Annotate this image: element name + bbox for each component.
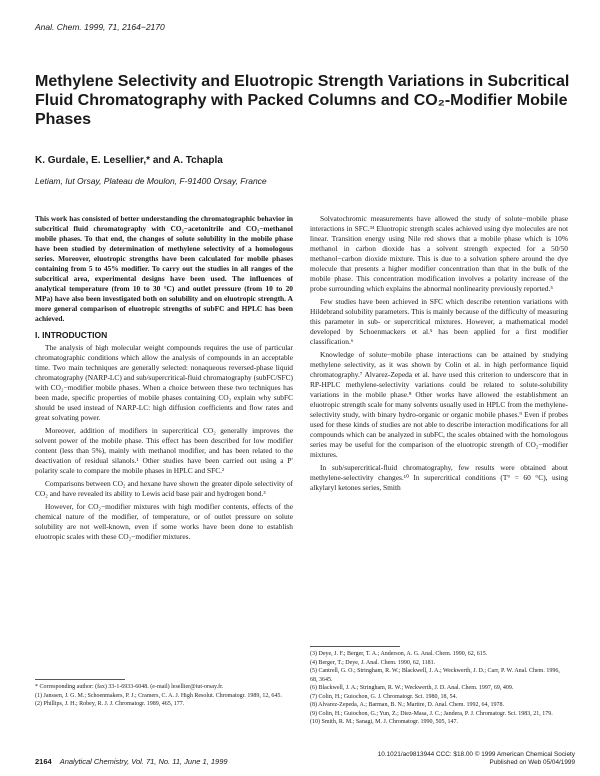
- paragraph: Solvatochromic measurements have allowed the study of solute−mobile phase interactions in SFC.³⁴ Eluotropic strength scales achieved using dye molecules are not linear. Transition energy using Nile red shows that a mobile phase which is 10% methanol in carbon dioxide has a solvent strength expected for a 50/50 methanol−carbon dioxide mixture. This is due to a solvation sphere around the dye molecule that presents a higher modifier concentration than that in the bulk of the mobile phase. This concentration modification involves a polarity increase of the probe surrounding which explains the abnormal nonlinearity previously reported.⁵: [310, 214, 568, 293]
- footnote: (6) Blackwell, J. A.; Stringham, R. W.; Weckwerth, J. D. Anal. Chem. 1997, 69, 409.: [310, 685, 514, 691]
- journal-citation: Analytical Chemistry, Vol. 71, No. 11, June 1, 1999: [59, 757, 228, 766]
- page-footer: [35, 757, 228, 766]
- footnote: (1) Janssen, J. G. M.; Schoenmakers, P. J.; Cramers, C. A. J. High Resolut. Chromatogr. 1989, 12, 645.: [35, 692, 282, 699]
- footnote: (9) Colin, H.; Guiochon, G.; Yun, Z.; Diez-Masa, J. C.; Jandera, P. J. Chromatogr. Sci. 1983, 21, 179.: [310, 710, 553, 717]
- paragraph: The analysis of high molecular weight compounds requires the use of particular chromatographic conditions which allow the analysis of compounds in an acceptable time. Two main techniques are generally selected: nonaqueous reversed-phase liquid chromatography (NARP-LC) and sub/supercritical-fluid chromatography (subFC/SFC) with CO₂−modifier mobile phases. When a choice between these two techniques has been made, specific properties of mobile phases containing CO₂ explain why subFC should be used instead of NARP-LC: high diffusion coefficients and flow rates and great solvating power.: [35, 343, 294, 422]
- abstract: This work has consisted of better understanding the chromatographic behavior in subcritical fluid chromatography with CO₂−acetonitrile and CO₂−methanol mobile phases. To that end, the changes of solute solubility in the mobile phase have been studied by determination of methylene selectivity of a homologous series. Moreover, eluotropic strengths have been calculated for mobile phases containing from 5 to 45% modifier. To carry out the studies in all ranges of the subcritical area, experimental designs have been used. The influences of analytical temperature (from 10 to 30 °C) and outlet pressure (from 10 to 20 MPa) have also been investigated both on solubility and on eluotropic strength. A more general comparison of eluotropic strengths of subFC and HPLC has been achieved.: [35, 214, 293, 323]
- footnote: (3) Deye, J. F.; Berger, T. A.; Anderson, A. G. Anal. Chem. 1990, 62, 615.: [310, 651, 488, 657]
- footnote: (2) Phillips, J. H.; Robey, R. J. J. Chromatogr. 1989, 465, 177.: [35, 701, 185, 707]
- paragraph: However, for CO₂−modifier mixtures with high modifier contents, effects of the chemical nature of the modifier, of temperature, or of outlet pressure on solute solubility are not well-known, even if some works have been done to establish eluotropic scales with these CO₂−modifier mixtures.: [35, 502, 293, 541]
- paragraph: Few studies have been achieved in SFC which describe retention variations with Hildebrand solubility parameters. This is mainly because of the difficulty of measuring this parameter in sub- or supercritical mixtures. However, a mathematical model developed by Schoenmackers et al.⁵ has been applied for a first modifier classification.⁶: [310, 297, 568, 346]
- paragraph: Knowledge of solute−mobile phase interactions can be attained by studying methylene selectivity, as it was shown by Colin et al. in high performance liquid chromatography.⁷ Alvarez-Zepeda et al. have used this criterion to underscore that in RP-HPLC methylene-selectivity variations could be related to solute-solubility variations in the mobile phase.⁸ Other works have allowed the establishment an eluotropic strength scale for many solvents usually used in HPLC from the methylene-selectivity study, with binary hydro-organic or organic mobile phases.⁹ Even if probes used for these kinds of studies are not able to describe interaction modifications for all compounds which can be analyzed in subFC, the scales obtained with the homologous series may be useful for the comparison of the eluotropic strength of CO₂−modifier mixtures.: [310, 350, 568, 459]
- footnote: (7) Colin, H.; Guiochon, G. J. Chromatogr. Sci. 1980, 18, 54.: [310, 693, 457, 700]
- author-list: K. Gurdale, E. Lesellier,* and A. Tchapla: [35, 155, 223, 166]
- footnotes-right: [310, 650, 568, 727]
- article-title: Methylene Selectivity and Eluotropic Strength Variations in Subcritical Fluid Chromatography with Packed Columns and CO₂-Modifier Mobile Phases: [35, 73, 570, 128]
- paragraph: Moreover, addition of modifiers in supercritical CO₂ generally improves the solvent power of the mobile phase. This effect has been described for low modifier content (less than 5%), mainly with methanol modifier, and has been related to the deactivation of residual silanols.¹ Other studies have been carried out using a P′ polarity scale to compare the mobile phases in HPLC and SFC.²: [35, 426, 293, 475]
- journal-reference: Anal. Chem. 1999, 71, 2164−2170: [35, 22, 165, 32]
- affiliation: Letiam, Iut Orsay, Plateau de Moulon, F-91400 Orsay, France: [35, 176, 267, 186]
- footnote: (5) Cantrell, G. O.; Stringham, R. W.; Blackwell, J. A.; Weckwerth, J. D.; Carr, P. W. Anal. Chem. 1996, 68, 3645.: [310, 668, 560, 683]
- paragraph: Comparisons between CO₂ and hexane have shown the greater dipole selectivity of CO₂ and have revealed its ability to Lewis acid base pair and hydrogen bond.³: [35, 479, 293, 498]
- footer-copyright: [340, 751, 575, 767]
- right-column: [310, 214, 568, 496]
- footnote: (10) Smith, R. M.; Sanagi, M. J. Chromatogr. 1990, 505, 147.: [310, 719, 459, 725]
- left-column: [35, 214, 293, 545]
- footnote-divider: [35, 679, 125, 680]
- footnote: * Corresponding author: (fax) 33-1-6933-6048. (e-mail) lesellier@iut-orsay.fr.: [35, 684, 224, 690]
- page-number: 2164: [35, 757, 52, 766]
- paragraph: In sub/supercritical-fluid chromatography, few results were obtained about methylene-selectivity changes.¹⁰ In supercritical conditions (T° = 60 °C), using alkylaryl ketones series, Smith: [310, 463, 568, 492]
- doi-price: 10.1021/ac9813944 CCC: $18.00 © 1999 American Chemical Society: [377, 751, 575, 758]
- footnotes-left: [35, 683, 293, 709]
- footnote: (8) Alvarez-Zepeda, A.; Barman, B. N.; Martire, D. Anal. Chem. 1992, 64, 1978.: [310, 702, 504, 708]
- footnote: (4) Berger, T.; Deye, J. Anal. Chem. 1990, 62, 1181.: [310, 659, 436, 666]
- section-heading: I. INTRODUCTION: [35, 330, 108, 340]
- footnote-divider: [310, 646, 400, 647]
- publication-date: Published on Web 05/04/1999: [489, 759, 575, 766]
